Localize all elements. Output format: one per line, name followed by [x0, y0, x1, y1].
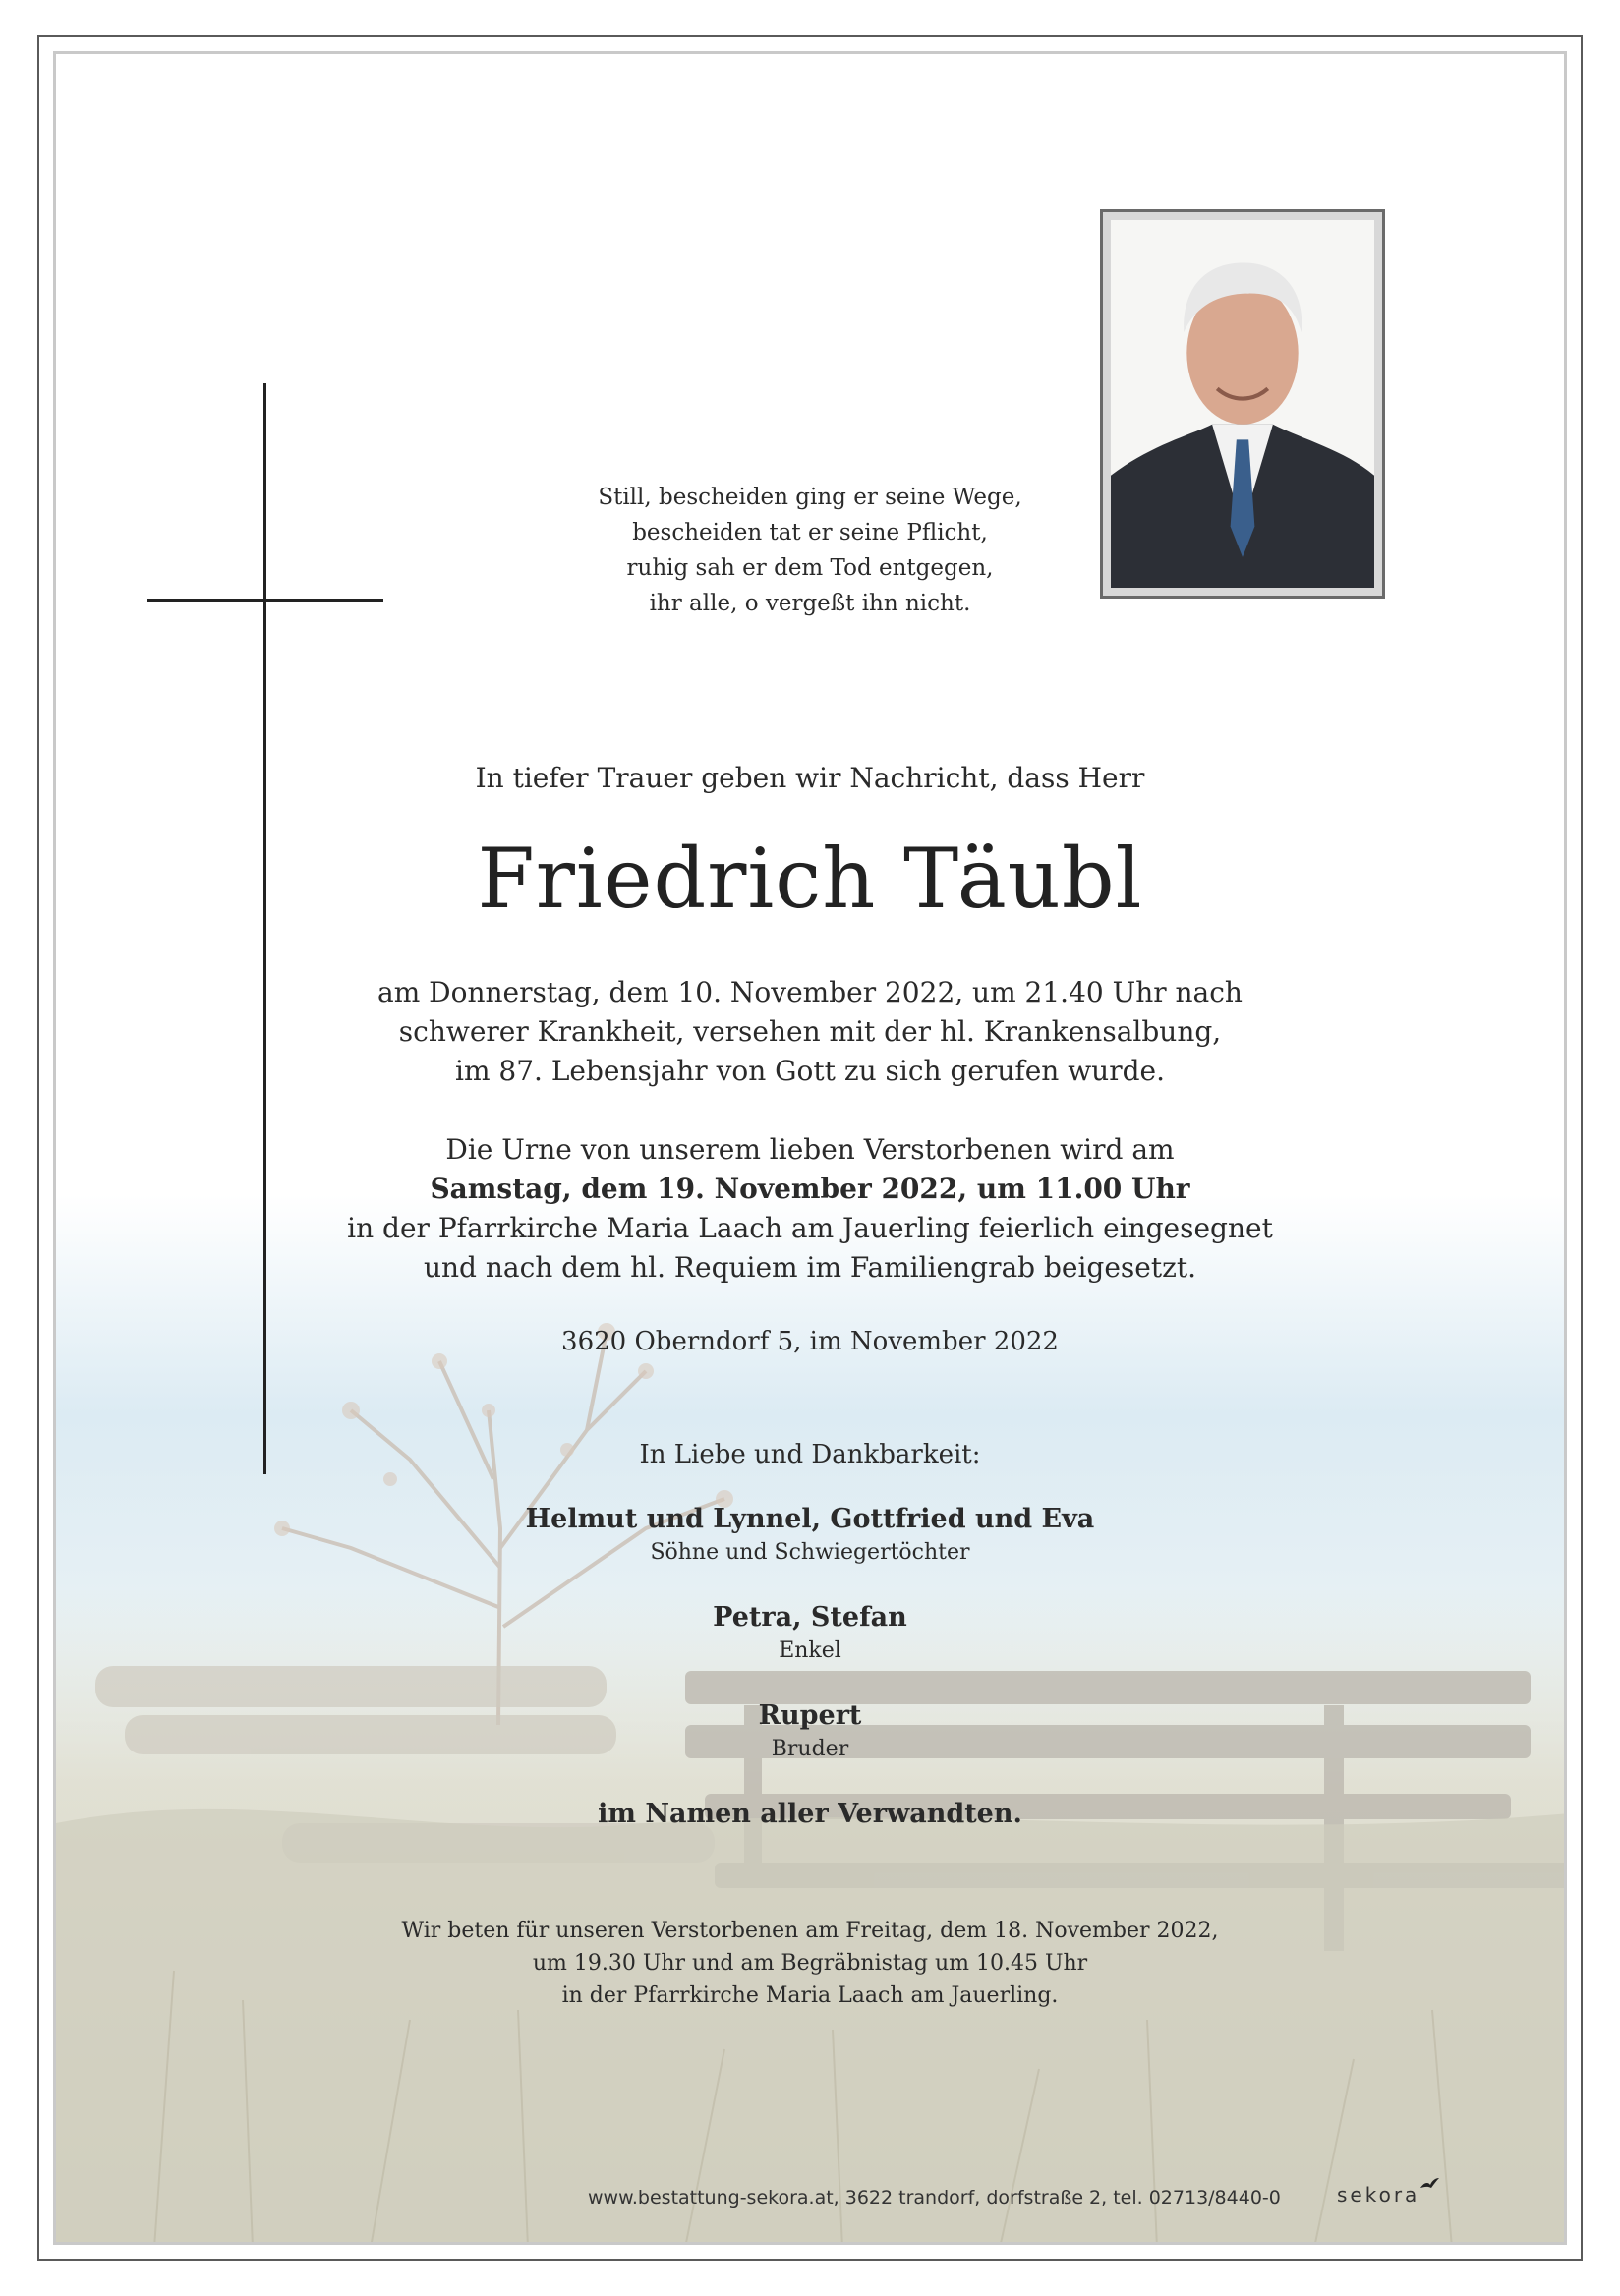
funeral-date: Samstag, dem 19. November 2022, um 11.00 Uhr — [430, 1173, 1190, 1205]
mourner-names: Rupert — [758, 1700, 862, 1731]
mourner-names: Petra, Stefan — [713, 1602, 907, 1633]
mourner-relation: Söhne und Schwiegertöchter — [650, 1540, 970, 1565]
verse-line-1: Still, bescheiden ging er seine Wege, — [598, 485, 1022, 510]
funeral-line-4: und nach dem hl. Requiem im Familiengrab beigesetzt. — [423, 1251, 1197, 1284]
deceased-name: Friedrich Täubl — [477, 831, 1143, 927]
relatives-line: im Namen aller Verwandten. — [598, 1799, 1022, 1829]
gratitude-heading: In Liebe und Dankbarkeit: — [639, 1440, 981, 1469]
death-line-2: schwerer Krankheit, versehen mit der hl. Krankensalbung, — [398, 1015, 1222, 1048]
verse-line-3: ruhig sah er dem Tod entgegen, — [626, 555, 994, 581]
verse-line-2: bescheiden tat er seine Pflicht, — [632, 520, 988, 545]
prayer-line-2: um 19.30 Uhr und am Begräbnistag um 10.45 Uhr — [532, 1951, 1088, 1976]
bird-icon — [1418, 2176, 1440, 2192]
funeral-line-1: Die Urne von unserem lieben Verstorbenen wird am — [445, 1133, 1175, 1166]
place-date: 3620 Oberndorf 5, im November 2022 — [561, 1327, 1059, 1356]
footer-contact: www.bestattung-sekora.at, 3622 trandorf, dorfstraße 2, tel. 02713/8440-0 — [588, 2187, 1281, 2209]
prayer-line-1: Wir beten für unseren Verstorbenen am Freitag, dem 18. November 2022, — [401, 1919, 1219, 1943]
death-line-3: im 87. Lebensjahr von Gott zu sich gerufen wurde. — [454, 1055, 1165, 1087]
death-line-1: am Donnerstag, dem 10. November 2022, um 21.40 Uhr nach — [377, 976, 1243, 1008]
verse-line-4: ihr alle, o vergeßt ihn nicht. — [649, 591, 971, 616]
mourner-relation: Bruder — [771, 1737, 849, 1761]
mourner-relation: Enkel — [779, 1638, 841, 1663]
funeral-line-3: in der Pfarrkirche Maria Laach am Jauerling feierlich eingesegnet — [347, 1212, 1273, 1244]
prayer-line-3: in der Pfarrkirche Maria Laach am Jauerling. — [561, 1983, 1059, 2008]
intro-text: In tiefer Trauer geben wir Nachricht, dass Herr — [475, 762, 1145, 794]
logo-text: sekora — [1337, 2183, 1420, 2207]
mourner-names: Helmut und Lynnel, Gottfried und Eva — [525, 1504, 1095, 1534]
